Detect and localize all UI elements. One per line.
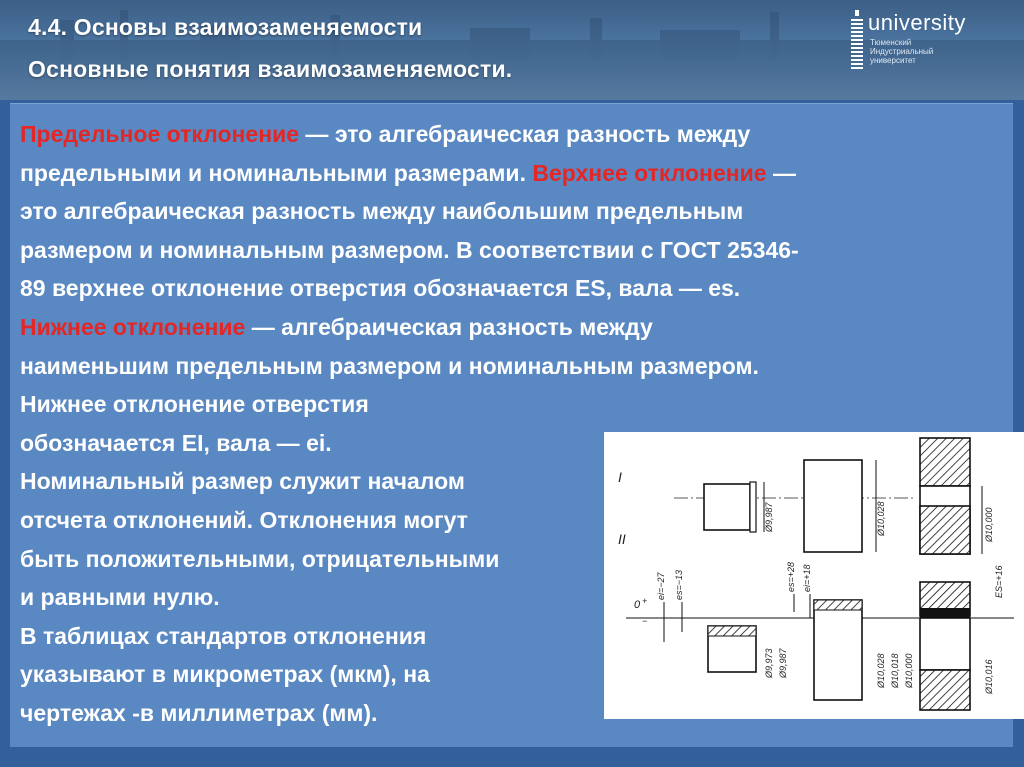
term-lower-deviation: Нижнее отклонение [20,313,246,340]
term-upper-deviation: Верхнее отклонение [532,159,767,186]
logo-sub-line: Индустриальный [870,47,934,56]
dim-10016: Ø10,016 [984,659,994,694]
label-ei-18: ei=+18 [802,564,812,592]
hole-bore [920,618,970,670]
text-line: отсчета отклонений. Отклонения могут [20,506,468,533]
logo-sub-line: Тюменский [870,38,912,47]
label-es-28: es=+28 [786,561,796,592]
tolerance-diagram [604,432,1024,719]
header-banner [0,0,1024,100]
dim-10028-top: Ø10,028 [876,501,886,536]
text-line: В таблицах стандартов отклонения [20,622,427,649]
hole-part-hatched [920,670,970,710]
slide-subtitle: Основные понятия взаимозаменяемости. [28,56,513,82]
text-run: предельными и номинальными размерами. [20,159,533,186]
dim-9987-bot: Ø9,987 [778,648,788,678]
hole-part-hatched [920,438,970,486]
label-roman-1: I [618,469,622,485]
logo-sub-line: университет [870,56,916,65]
shaft-chamfer [750,482,756,532]
text-line: 89 верхнее отклонение отверстия обозначается ES, вала — es. [20,275,741,302]
university-logo [850,6,1020,76]
text-run: — алгебраическая разность между [245,313,653,340]
text-line: указывают в микрометрах (мкм), на [20,661,430,688]
tolerance-zone-hole [920,608,970,618]
text-line [20,154,1010,193]
tolerance-zone [814,600,862,610]
dim-10000-top: Ø10,000 [984,507,994,542]
dim-10000-bot: Ø10,000 [904,653,914,688]
dim-9973: Ø9,973 [764,648,774,678]
text-line [20,115,1010,154]
shaft-part-2 [814,600,862,700]
label-roman-2: II [618,531,626,547]
label-ES-16: ES=+16 [994,565,1004,598]
shaft-part [804,460,862,552]
text-line: Номинальный размер служит началом [20,468,465,495]
term-limit-deviation: Предельное отклонение [20,121,300,147]
hole-part-hatched [920,506,970,554]
shaft-part [704,484,750,530]
text-line: наименьшим предельным размером и номинальным размером. [20,352,759,379]
logo-wordmark: university [868,10,966,35]
tolerance-zone [708,626,756,636]
text-line: и равными нулю. [20,584,220,611]
text-line: Нижнее отклонение отверстия [20,391,369,418]
label-es-13: es=−13 [674,569,684,600]
text-line [20,308,1010,347]
dim-10018: Ø10,018 [890,653,900,688]
dim-10028-bot: Ø10,028 [876,653,886,688]
minus-sign: − [642,616,648,626]
text-line: обозначается EI, вала — ei. [20,429,332,456]
text-line: быть положительными, отрицательными [20,545,500,572]
text-line: чертежах -в миллиметрах (мм). [20,699,378,726]
text-line: размером и номинальным размером. В соответствии с ГОСТ 25346- [20,236,799,263]
text-run: — [766,159,796,186]
dim-9987-top: Ø9,987 [764,502,774,532]
tolerance-drawing [604,432,1024,719]
plus-sign: + [642,596,648,606]
slide-title: 4.4. Основы взаимозаменяемости [28,14,423,40]
label-ei-27: ei=−27 [656,572,666,600]
text-line: это алгебраическая разность между наибольшим предельным [20,198,744,225]
text-run: — это алгебраическая разность между [299,121,751,147]
zero-line-label: 0 [634,599,641,611]
logo-subtitle [870,38,933,65]
logo-mark-icon [850,10,864,74]
